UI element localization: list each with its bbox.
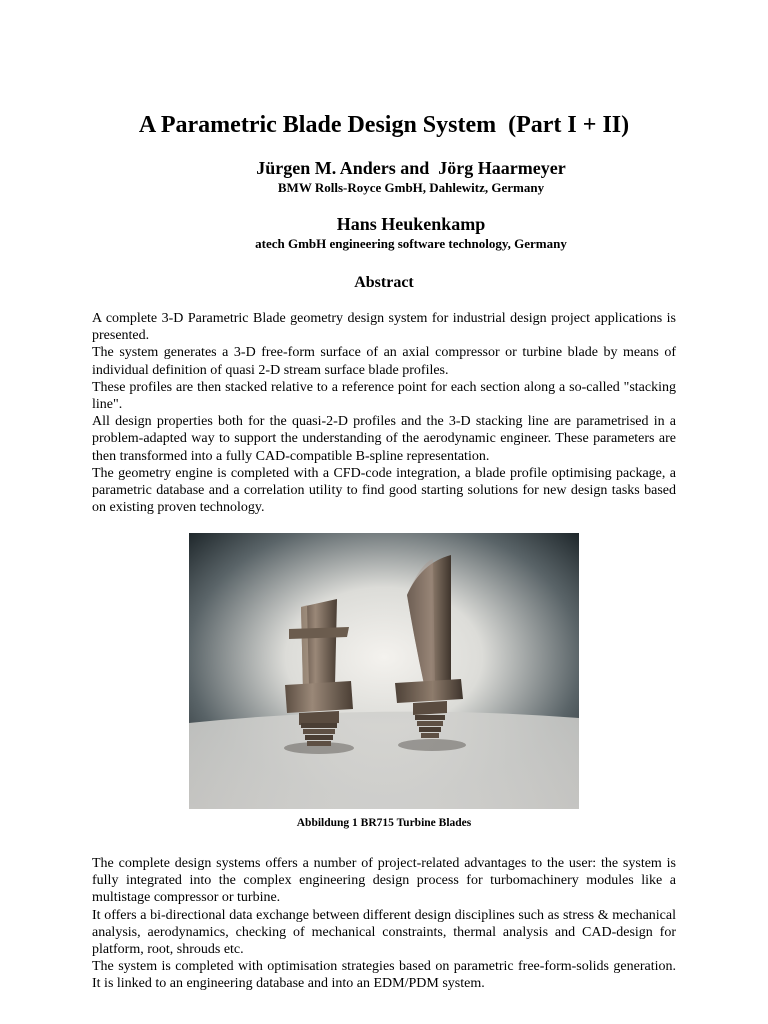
figure-caption: Abbildung 1 BR715 Turbine Blades — [296, 817, 472, 829]
body-paragraph: The system is completed with optimisation strategies based on parametric free-form-solids generation. It is linked to an engineering database and into an EDM/PDM system. — [92, 959, 676, 992]
paper-title: A Parametric Blade Design System (Part I + II) — [138, 112, 630, 138]
abstract-paragraph: All design properties both for the quasi-2-D profiles and the 3-D stacking line are parametrised in a problem-adapted way to support the understanding of the aerodynamic engineer. These parameters are then transformed into a fully CAD-compatible B-spline representation. — [92, 414, 676, 464]
abstract-paragraph: A complete 3-D Parametric Blade geometry design system for industrial design project applications is presented. — [92, 311, 676, 344]
abstract-paragraph: The system generates a 3-D free-form surface of an axial compressor or turbine blade by means of individual definition of quasi 2-D stream surface blade profiles. — [92, 345, 676, 378]
author-affiliation-2: atech GmbH engineering software technology, Germany — [255, 236, 567, 251]
author-names-1: Jürgen M. Anders and Jörg Haarmeyer — [256, 158, 566, 178]
body-text — [92, 855, 676, 993]
author-names-2: Hans Heukenkamp — [336, 214, 486, 234]
abstract-text — [92, 310, 676, 516]
abstract-heading: Abstract — [354, 274, 414, 291]
author-affiliation-1: BMW Rolls-Royce GmbH, Dahlewitz, Germany — [277, 180, 545, 195]
abstract-paragraph: These profiles are then stacked relative to a reference point for each section along a so-called "stacking line". — [92, 379, 676, 413]
turbine-blades-photo — [189, 533, 579, 809]
body-paragraph: The complete design systems offers a number of project-related advantages to the user: the system is fully integrated into the complex engineering design process for turbomachinery modules like a multistage compressor or turbine. — [92, 856, 676, 906]
body-paragraph: It offers a bi-directional data exchange between different design disciplines such as stress & mechanical analysis, aerodynamics, checking of mechanical constraints, thermal analysis and CAD-design for platform, root, shrouds etc. — [92, 907, 676, 958]
abstract-paragraph: The geometry engine is completed with a CFD-code integration, a blade profile optimising package, a parametric database and a correlation utility to find good starting solutions for new design tasks based on existing proven technology. — [92, 465, 676, 516]
